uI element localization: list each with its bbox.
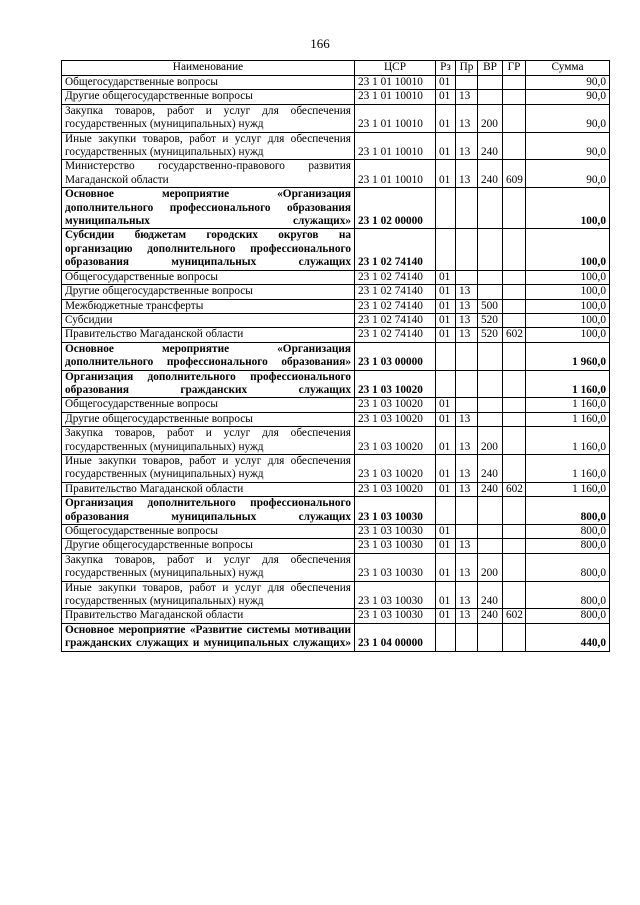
row-vr: 240 bbox=[478, 454, 503, 482]
header-name: Наименование bbox=[62, 61, 355, 76]
header-sum: Сумма bbox=[526, 61, 610, 76]
row-name: Правительство Магаданской области bbox=[62, 609, 355, 623]
table-row bbox=[62, 427, 610, 455]
table-row bbox=[62, 76, 610, 90]
row-vr bbox=[478, 370, 503, 398]
row-vr: 200 bbox=[478, 104, 503, 132]
row-sum: 800,0 bbox=[526, 539, 610, 553]
row-name: Другие общегосударственные вопросы bbox=[62, 285, 355, 299]
row-csr: 23 1 03 10030 bbox=[355, 497, 436, 525]
row-pr: 13 bbox=[456, 90, 478, 104]
row-rz: 01 bbox=[436, 104, 456, 132]
table-row bbox=[62, 285, 610, 299]
table-row bbox=[62, 412, 610, 426]
table-row bbox=[62, 482, 610, 496]
row-sum: 1 160,0 bbox=[526, 427, 610, 455]
row-rz: 01 bbox=[436, 398, 456, 412]
row-csr: 23 1 02 74140 bbox=[355, 270, 436, 284]
header-vr: ВР bbox=[478, 61, 503, 76]
row-sum: 90,0 bbox=[526, 90, 610, 104]
row-sum: 100,0 bbox=[526, 328, 610, 342]
row-pr bbox=[456, 497, 478, 525]
row-csr: 23 1 02 74140 bbox=[355, 328, 436, 342]
row-rz: 01 bbox=[436, 581, 456, 609]
row-rz: 01 bbox=[436, 539, 456, 553]
row-name: Правительство Магаданской области bbox=[62, 328, 355, 342]
row-name: Иные закупки товаров, работ и услуг для обеспечения государственных (муниципальных) нужд bbox=[62, 132, 355, 160]
table-row bbox=[62, 328, 610, 342]
row-name: Другие общегосударственные вопросы bbox=[62, 412, 355, 426]
row-gr bbox=[503, 370, 526, 398]
row-pr bbox=[456, 525, 478, 539]
row-pr: 13 bbox=[456, 482, 478, 496]
table-row bbox=[62, 229, 610, 270]
row-pr: 13 bbox=[456, 328, 478, 342]
table-row bbox=[62, 90, 610, 104]
row-pr bbox=[456, 229, 478, 270]
table-row bbox=[62, 313, 610, 327]
header-pr: Пр bbox=[456, 61, 478, 76]
row-pr: 13 bbox=[456, 285, 478, 299]
row-rz: 01 bbox=[436, 270, 456, 284]
row-gr bbox=[503, 229, 526, 270]
row-sum: 800,0 bbox=[526, 553, 610, 581]
row-gr bbox=[503, 623, 526, 651]
row-sum: 100,0 bbox=[526, 285, 610, 299]
row-gr bbox=[503, 313, 526, 327]
row-name: Общегосударственные вопросы bbox=[62, 525, 355, 539]
row-sum: 100,0 bbox=[526, 299, 610, 313]
row-csr: 23 1 02 74140 bbox=[355, 285, 436, 299]
row-rz: 01 bbox=[436, 412, 456, 426]
row-rz bbox=[436, 370, 456, 398]
table-row bbox=[62, 104, 610, 132]
row-csr: 23 1 03 00000 bbox=[355, 342, 436, 370]
row-pr: 13 bbox=[456, 427, 478, 455]
row-sum: 800,0 bbox=[526, 525, 610, 539]
row-pr: 13 bbox=[456, 132, 478, 160]
row-gr bbox=[503, 427, 526, 455]
row-vr bbox=[478, 412, 503, 426]
row-pr bbox=[456, 398, 478, 412]
row-sum: 90,0 bbox=[526, 160, 610, 188]
row-gr bbox=[503, 188, 526, 229]
row-sum: 800,0 bbox=[526, 497, 610, 525]
row-vr: 240 bbox=[478, 132, 503, 160]
row-pr bbox=[456, 342, 478, 370]
row-rz: 01 bbox=[436, 285, 456, 299]
row-vr bbox=[478, 285, 503, 299]
row-rz: 01 bbox=[436, 427, 456, 455]
table-row bbox=[62, 160, 610, 188]
row-sum: 90,0 bbox=[526, 104, 610, 132]
row-gr bbox=[503, 412, 526, 426]
row-csr: 23 1 03 10020 bbox=[355, 482, 436, 496]
header-gr: ГР bbox=[503, 61, 526, 76]
row-gr: 602 bbox=[503, 482, 526, 496]
table-body bbox=[62, 76, 610, 652]
table-row bbox=[62, 188, 610, 229]
row-sum: 1 160,0 bbox=[526, 398, 610, 412]
row-vr: 500 bbox=[478, 299, 503, 313]
table-row bbox=[62, 454, 610, 482]
table-row bbox=[62, 623, 610, 651]
row-gr bbox=[503, 90, 526, 104]
row-rz bbox=[436, 342, 456, 370]
row-rz: 01 bbox=[436, 160, 456, 188]
table-row bbox=[62, 497, 610, 525]
row-csr: 23 1 01 10010 bbox=[355, 104, 436, 132]
row-gr bbox=[503, 454, 526, 482]
row-csr: 23 1 02 00000 bbox=[355, 188, 436, 229]
row-gr bbox=[503, 285, 526, 299]
row-rz: 01 bbox=[436, 482, 456, 496]
row-name: Другие общегосударственные вопросы bbox=[62, 539, 355, 553]
row-sum: 90,0 bbox=[526, 76, 610, 90]
row-vr: 240 bbox=[478, 581, 503, 609]
row-name: Субсидии bbox=[62, 313, 355, 327]
row-csr: 23 1 02 74140 bbox=[355, 299, 436, 313]
row-pr: 13 bbox=[456, 553, 478, 581]
row-gr bbox=[503, 132, 526, 160]
page-number: 166 bbox=[310, 36, 330, 51]
table-row bbox=[62, 398, 610, 412]
row-name: Общегосударственные вопросы bbox=[62, 270, 355, 284]
row-csr: 23 1 01 10010 bbox=[355, 132, 436, 160]
row-pr: 13 bbox=[456, 454, 478, 482]
row-gr bbox=[503, 525, 526, 539]
row-gr: 602 bbox=[503, 328, 526, 342]
row-csr: 23 1 02 74140 bbox=[355, 229, 436, 270]
row-vr: 520 bbox=[478, 313, 503, 327]
table-row bbox=[62, 299, 610, 313]
row-name: Закупка товаров, работ и услуг для обеспечения государственных (муниципальных) нужд bbox=[62, 104, 355, 132]
row-name: Основное мероприятие «Развитие системы мотивации гражданских служащих и муниципальных служащих» bbox=[62, 623, 355, 651]
row-rz: 01 bbox=[436, 76, 456, 90]
row-rz bbox=[436, 188, 456, 229]
table-row bbox=[62, 132, 610, 160]
row-csr: 23 1 03 10030 bbox=[355, 525, 436, 539]
row-vr bbox=[478, 623, 503, 651]
row-rz: 01 bbox=[436, 313, 456, 327]
row-pr: 13 bbox=[456, 104, 478, 132]
budget-table bbox=[61, 60, 610, 652]
row-sum: 1 960,0 bbox=[526, 342, 610, 370]
row-csr: 23 1 03 10030 bbox=[355, 609, 436, 623]
row-pr: 13 bbox=[456, 313, 478, 327]
row-gr bbox=[503, 398, 526, 412]
row-gr bbox=[503, 270, 526, 284]
row-name: Закупка товаров, работ и услуг для обеспечения государственных (муниципальных) нужд bbox=[62, 553, 355, 581]
row-name: Другие общегосударственные вопросы bbox=[62, 90, 355, 104]
row-csr: 23 1 03 10020 bbox=[355, 412, 436, 426]
row-name: Основное мероприятие «Организация дополнительного профессионального образования муниципальных служащих» bbox=[62, 188, 355, 229]
row-csr: 23 1 03 10020 bbox=[355, 370, 436, 398]
row-sum: 100,0 bbox=[526, 270, 610, 284]
row-vr bbox=[478, 539, 503, 553]
row-rz bbox=[436, 229, 456, 270]
row-pr: 13 bbox=[456, 299, 478, 313]
row-pr bbox=[456, 76, 478, 90]
row-name: Иные закупки товаров, работ и услуг для обеспечения государственных (муниципальных) нужд bbox=[62, 454, 355, 482]
row-sum: 100,0 bbox=[526, 188, 610, 229]
row-vr: 520 bbox=[478, 328, 503, 342]
row-pr: 13 bbox=[456, 412, 478, 426]
row-vr: 240 bbox=[478, 482, 503, 496]
row-sum: 100,0 bbox=[526, 313, 610, 327]
row-sum: 90,0 bbox=[526, 132, 610, 160]
table-row bbox=[62, 342, 610, 370]
row-sum: 1 160,0 bbox=[526, 454, 610, 482]
row-pr bbox=[456, 270, 478, 284]
table-row bbox=[62, 609, 610, 623]
row-vr bbox=[478, 270, 503, 284]
row-pr bbox=[456, 623, 478, 651]
row-gr bbox=[503, 581, 526, 609]
row-csr: 23 1 03 10020 bbox=[355, 398, 436, 412]
row-name: Иные закупки товаров, работ и услуг для обеспечения государственных (муниципальных) нужд bbox=[62, 581, 355, 609]
row-name: Субсидии бюджетам городских округов на организацию дополнительного профессионального образования муниципальных служащих bbox=[62, 229, 355, 270]
row-rz: 01 bbox=[436, 609, 456, 623]
row-csr: 23 1 01 10010 bbox=[355, 160, 436, 188]
row-rz: 01 bbox=[436, 90, 456, 104]
header-rz: Рз bbox=[436, 61, 456, 76]
row-csr: 23 1 03 10030 bbox=[355, 553, 436, 581]
row-pr: 13 bbox=[456, 160, 478, 188]
row-name: Организация дополнительного профессионального образования муниципальных служащих bbox=[62, 497, 355, 525]
row-sum: 1 160,0 bbox=[526, 370, 610, 398]
table-row bbox=[62, 525, 610, 539]
row-gr bbox=[503, 299, 526, 313]
row-gr: 602 bbox=[503, 609, 526, 623]
row-vr bbox=[478, 525, 503, 539]
header-csr: ЦСР bbox=[355, 61, 436, 76]
row-sum: 440,0 bbox=[526, 623, 610, 651]
row-name: Основное мероприятие «Организация дополнительного профессионального образования» bbox=[62, 342, 355, 370]
row-vr: 240 bbox=[478, 609, 503, 623]
row-rz: 01 bbox=[436, 132, 456, 160]
row-name: Общегосударственные вопросы bbox=[62, 76, 355, 90]
row-sum: 100,0 bbox=[526, 229, 610, 270]
row-gr bbox=[503, 553, 526, 581]
row-csr: 23 1 04 00000 bbox=[355, 623, 436, 651]
row-gr bbox=[503, 76, 526, 90]
row-csr: 23 1 03 10020 bbox=[355, 454, 436, 482]
row-csr: 23 1 03 10030 bbox=[355, 581, 436, 609]
table-row bbox=[62, 539, 610, 553]
row-gr bbox=[503, 497, 526, 525]
row-csr: 23 1 02 74140 bbox=[355, 313, 436, 327]
table-row bbox=[62, 270, 610, 284]
row-vr bbox=[478, 90, 503, 104]
row-rz: 01 bbox=[436, 328, 456, 342]
row-name: Министерство государственно-правового развития Магаданской области bbox=[62, 160, 355, 188]
row-vr bbox=[478, 188, 503, 229]
row-rz bbox=[436, 623, 456, 651]
row-name: Правительство Магаданской области bbox=[62, 482, 355, 496]
row-pr: 13 bbox=[456, 581, 478, 609]
row-sum: 800,0 bbox=[526, 609, 610, 623]
row-vr bbox=[478, 398, 503, 412]
row-rz: 01 bbox=[436, 454, 456, 482]
row-gr bbox=[503, 104, 526, 132]
row-vr: 200 bbox=[478, 427, 503, 455]
row-pr bbox=[456, 188, 478, 229]
row-sum: 1 160,0 bbox=[526, 412, 610, 426]
row-name: Общегосударственные вопросы bbox=[62, 398, 355, 412]
table-row bbox=[62, 581, 610, 609]
row-sum: 800,0 bbox=[526, 581, 610, 609]
row-pr bbox=[456, 370, 478, 398]
table-row bbox=[62, 553, 610, 581]
row-pr: 13 bbox=[456, 609, 478, 623]
row-vr bbox=[478, 342, 503, 370]
row-rz bbox=[436, 497, 456, 525]
row-vr: 240 bbox=[478, 160, 503, 188]
row-rz: 01 bbox=[436, 525, 456, 539]
row-vr: 200 bbox=[478, 553, 503, 581]
row-csr: 23 1 01 10010 bbox=[355, 76, 436, 90]
row-vr bbox=[478, 229, 503, 270]
table-header-row bbox=[62, 61, 610, 76]
row-rz: 01 bbox=[436, 299, 456, 313]
row-sum: 1 160,0 bbox=[526, 482, 610, 496]
row-csr: 23 1 03 10020 bbox=[355, 427, 436, 455]
row-csr: 23 1 03 10030 bbox=[355, 539, 436, 553]
row-gr bbox=[503, 539, 526, 553]
row-gr: 609 bbox=[503, 160, 526, 188]
row-name: Организация дополнительного профессионального образования гражданских служащих bbox=[62, 370, 355, 398]
row-pr: 13 bbox=[456, 539, 478, 553]
row-vr bbox=[478, 497, 503, 525]
table-row bbox=[62, 370, 610, 398]
row-gr bbox=[503, 342, 526, 370]
row-csr: 23 1 01 10010 bbox=[355, 90, 436, 104]
row-name: Закупка товаров, работ и услуг для обеспечения государственных (муниципальных) нужд bbox=[62, 427, 355, 455]
row-vr bbox=[478, 76, 503, 90]
row-name: Межбюджетные трансферты bbox=[62, 299, 355, 313]
row-rz: 01 bbox=[436, 553, 456, 581]
